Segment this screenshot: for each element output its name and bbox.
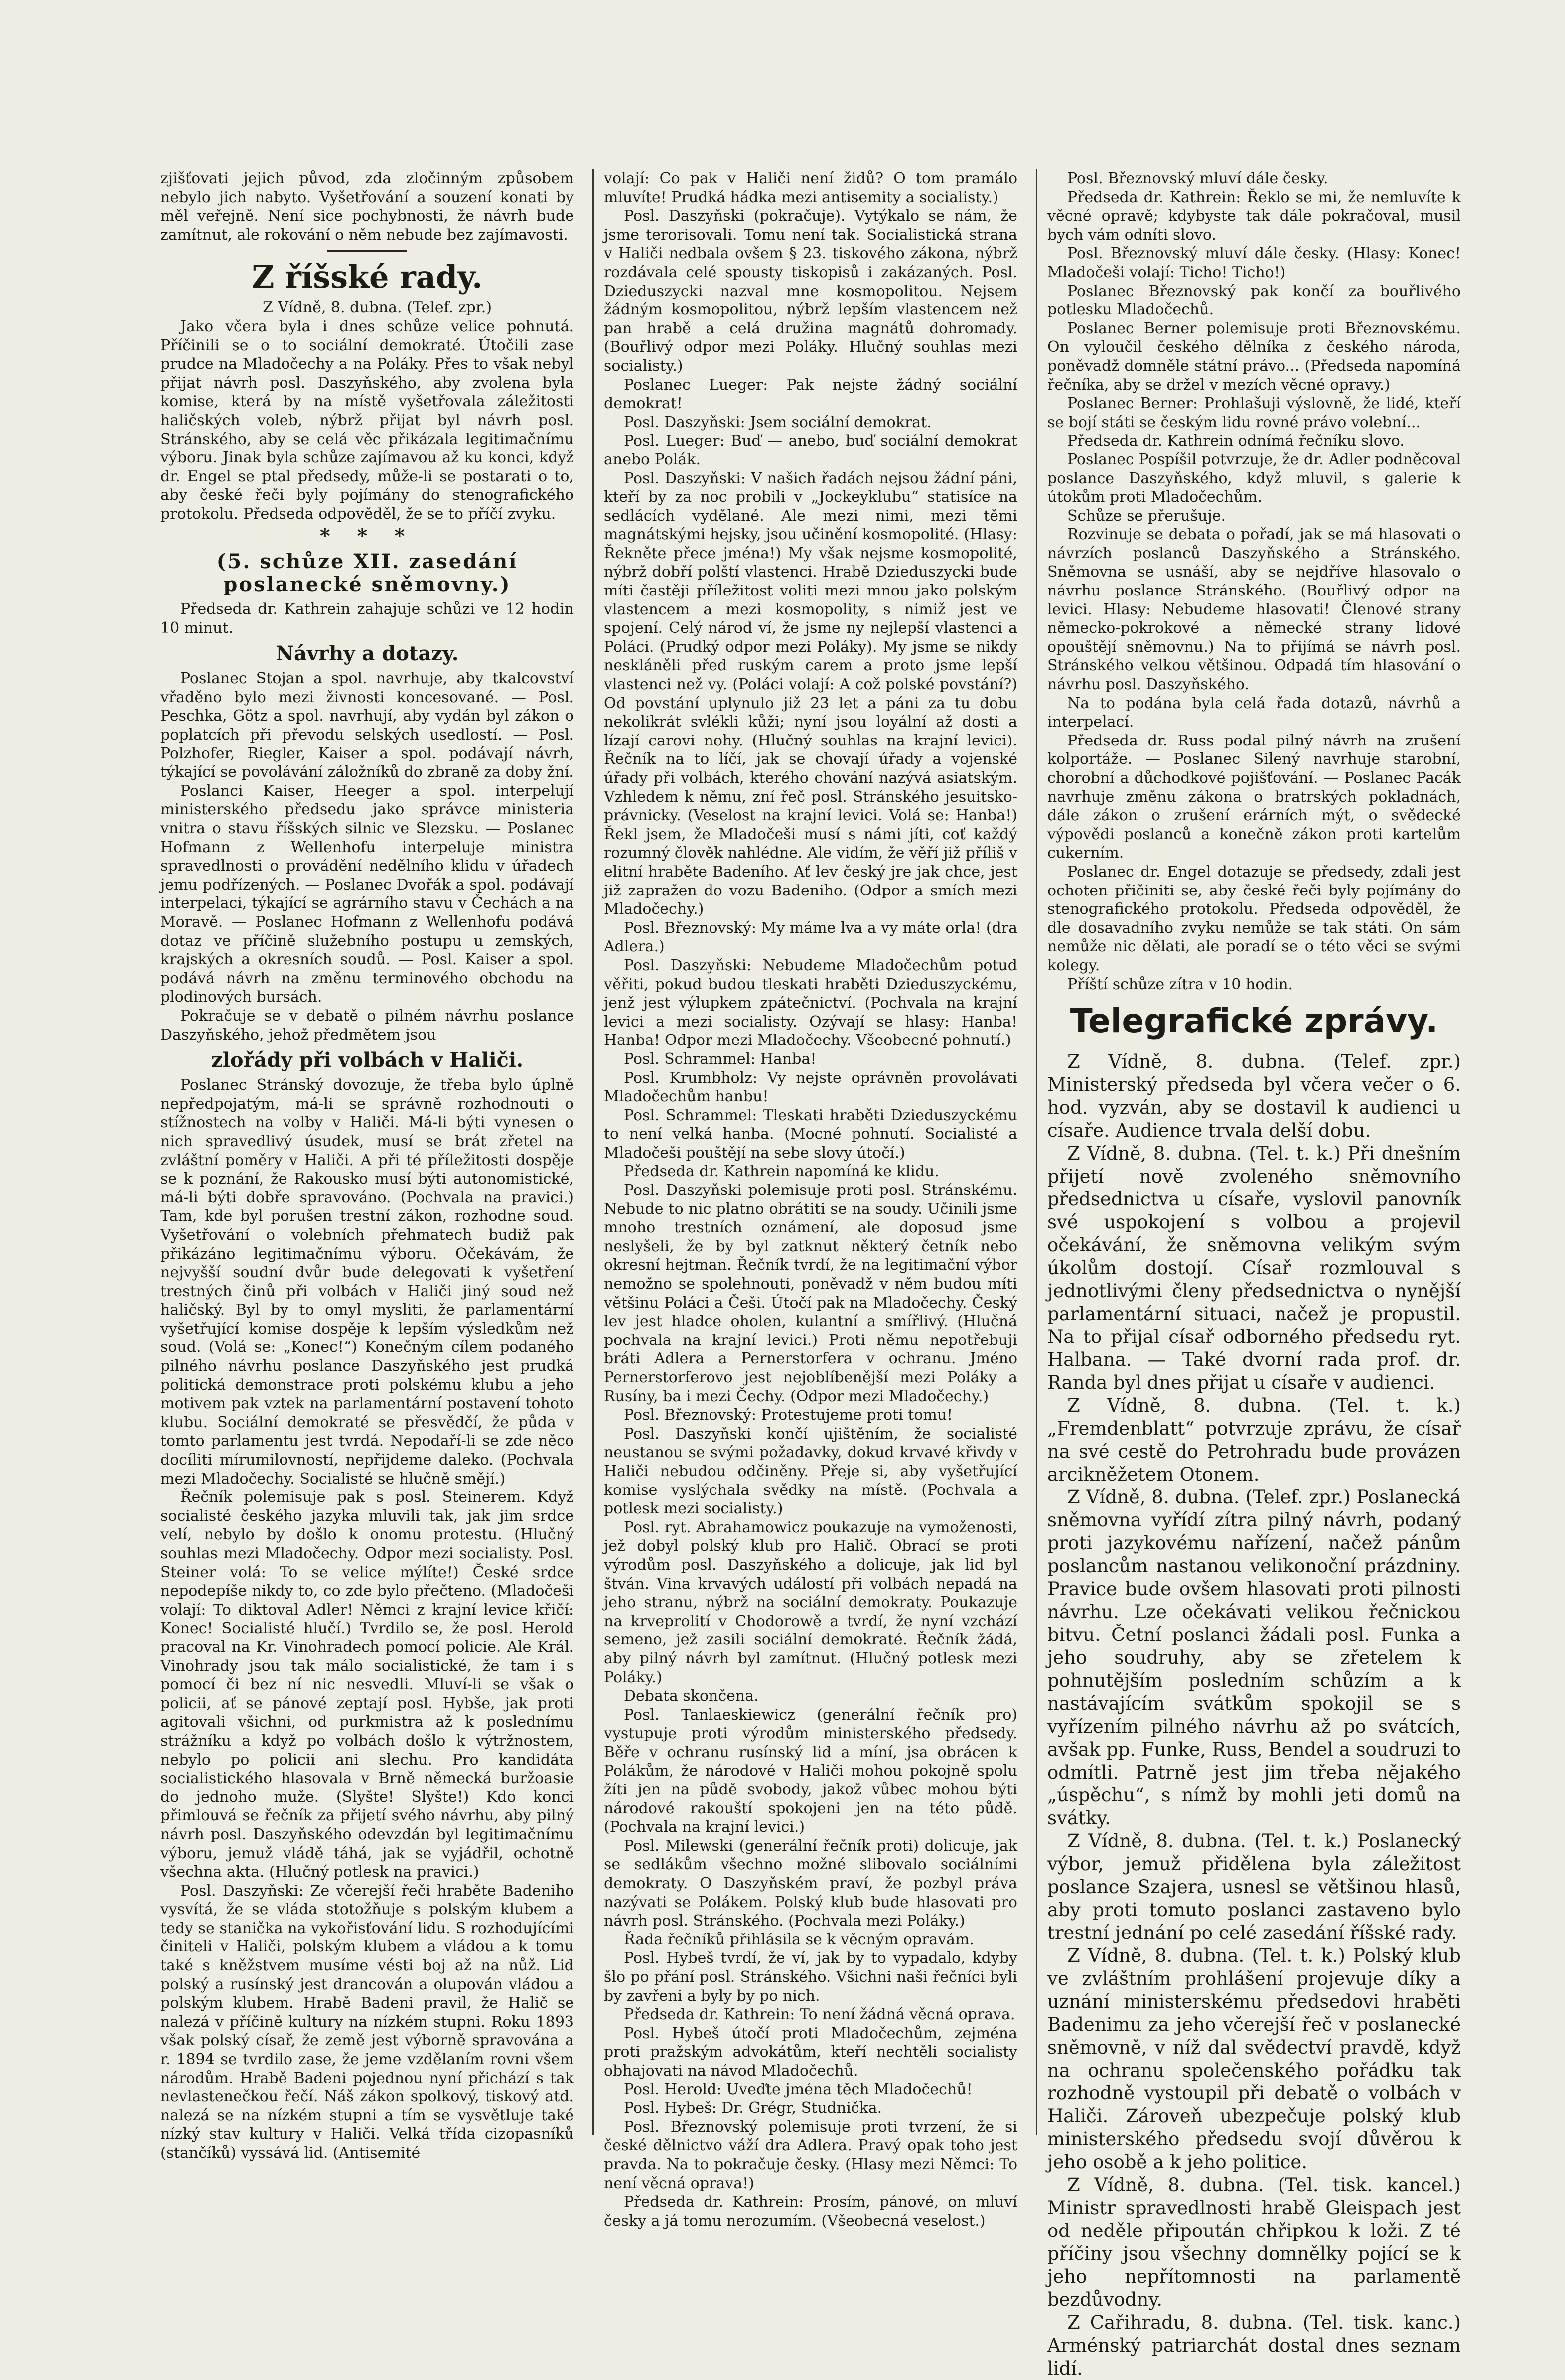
subheading: zlořády při volbách v Haliči. bbox=[211, 1048, 523, 1072]
paragraph: Řada řečníků přihlásila se k věcným opravám. bbox=[624, 1931, 975, 1948]
paragraph: Poslanec Lueger: Pak nejste žádný sociální demokrat! bbox=[604, 376, 1017, 413]
paragraph: Poslanec Berner: Prohlašuji výslovně, že lidé, kteří se bojí státi se českým lidu rovné právo volební... bbox=[1047, 395, 1461, 431]
paragraph: Posl. Březnovský: My máme lva a vy máte orla! (dra Adlera.) bbox=[604, 919, 1017, 956]
telegram: Z Vídně, 8. dubna. (Telef. zpr.) Ministerský předseda byl včera večer o 6. hod. vyzván, aby se dostavil k audienci u císaře. Audience trvala delší dobu. bbox=[1047, 1051, 1461, 1142]
article-tail: zjišťovati jejich původ, zda zločinným způsobem nebylo jich nabyto. Vyšetřování a souzení konati by měl veřejně. Není sice pochybnosti, že návrh bude zamítnut, ale rokování o něm nebude bez zajímavosti. bbox=[160, 170, 574, 244]
paragraph: Posl. Daszyňski: V našich řadách nejsou žádní páni, kteří by za noc probili v „Jockeyklubu“ statisíce na sedlácích vydělané. Ale mezi nimi, mezi těmi magnátskými hejsky, jsou učinění kosmopolité. (Hlasy: Řekněte přece jména!) My však nejsme kosmopolité, nýbrž dobří polští vlastenci. Hrabě Dzieduszycki bude míti častěji příležitost voliti mezi mnou jako polským vlastencem a mezi kosmopolity, s nimiž jest ve spojení. Celý národ ví, že jsme ny nejlepší vlastenci a Poláci. (Prudký odpor mezi Poláky). My jsme se nikdy neskláněli před ruským carem a proto jsme lepší vlastenci než vy. (Poláci volají: A což polské povstání?) Od povstání uplynulo již 23 let a páni za tu dobu nekolikrát svlékli kůži; nyní jsou loyální až dosti a lízají carovi nohy. (Hlučný souhlas na krajní levici). Řečník na to líčí, jak se chovají úřady a vojenské úřady při volbách, kterého chování nazývá asiatským. Vzhledem k němu, zní řeč posl. Stránského jesuitsko-právnicky. (Veselost na krajní levici. Volá se: Hanba!) Řekl jsem, že Mladočeši musí s námi jíti, coť každý rozumný člověk nahlédne. Ale vidím, že věří již příliš v elitní hraběte Badeního. Ať lev český jre jak chce, jest již zapražen do vozu Badeniho. (Odpor a smích mezi Mladočechy.) bbox=[604, 469, 1017, 918]
column-rule bbox=[592, 169, 594, 2135]
paragraph: Rozvinuje se debata o pořadí, jak se má hlasovati o návrzích poslanců Daszyňského a Stránského. Sněmovna se usnáší, aby se nejdříve hlasovalo o návrhu poslance Stránského. (Bouřlivý odpor na levici. Hlasy: Nebudeme hlasovati! Členové strany německo-pokrokové a německé strany lidové opouštějí sněmovnu.) Na to přijímá se návrh posl. Stránského velkou většinou. Odpadá tím hlasování o návrhu posl. Daszyňského. bbox=[1047, 526, 1461, 694]
paragraph: Posl. Tanlaeskiewicz (generální řečník pro) vystupuje proti výrodům ministerského předsedy. Běře v ochranu rusínský lid a míní, jsa obrácen k Polákům, že národové v Haliči mohou pokojně spolu žíti jen na půdě svobody, jakož vůbec mohou býti národové rakouští spokojeni jen na této půdě. (Pochvala na krajní levici.) bbox=[604, 1706, 1017, 1836]
telegram: Z Cařihradu, 8. dubna. (Tel. tisk. kanc.) Arménský patriarchát dostal dnes seznam lidí. bbox=[1047, 2312, 1461, 2380]
paragraph: Posl. Březnovský: Protestujeme proti tomu! bbox=[624, 1406, 953, 1424]
asterism: * * * bbox=[319, 524, 415, 548]
paragraph: Na to podána byla celá řada dotazů, návrhů a interpelací. bbox=[1047, 694, 1461, 731]
paragraph: Předseda dr. Russ podal pilný návrh na zrušení kolportáže. — Poslanec Silený navrhuje starobní, chorobní a důchodkové pojišťování. — Poslanec Pacák navrhuje změnu zákona o bratrských pokladnách, dále zákon o zrušení erárních mýt, o svědecké výpovědi poslanců a konečně zákon proti kartelům cukerním. bbox=[1047, 732, 1461, 862]
paragraph: Posl. Daszyňski polemisuje proti posl. Stránskému. Nebude to nic platno obrátiti se na soudy. Učinili jsme mnoho trestních oznámení, ale doposud jsme neslyšeli, že by byl zatknut některý četník nebo okresní hejtman. Řečník tvrdí, že na legitimační výbor nemožno se spolehnouti, poněvadž v něm budou míti většinu Poláci a Češi. Útočí pak na Mladočechy. Český lev jest hladce oholen, kulantní a smířlivý. (Hlučná pochvala na krajní levici.) Proti němu nepotřebuji bráti Adlera a Pernerstorfera v ochranu. Jméno Pernerstorferovo jest nejoblíbenější mezi Poláky a Rusíny, ba i mezi Čechy. (Odpor mezi Mladočechy.) bbox=[604, 1182, 1017, 1405]
paragraph: Posl. ryt. Abrahamowicz poukazuje na vymoženosti, jež dobyl polský klub pro Halič. Obrací se proti výrodům posl. Daszyňského a dolicuje, jak lid byl štván. Vina krvavých událostí při volbách nepadá na jeho stranu, nýbrž na sociální demokraty. Poukazuje na krveprolití v Chodorowě a tvrdí, že nyní vzchází semeno, jež zasili sociální demokraté. Řečník žádá, aby pilný návrh byl zamítnut. (Hlučný potlesk mezi Poláky.) bbox=[604, 1518, 1017, 1686]
section-heading: Z říšské rady. bbox=[252, 259, 483, 296]
paragraph: Předseda dr. Kathrein zahajuje schůzi ve 12 hodin 10 minut. bbox=[160, 600, 574, 637]
paragraph: Poslanec Berner polemisuje proti Březnovskému. On vyloučil českého dělníka z českého národa, poněvadž domněle státní právo... (Předseda napomíná řečníka, aby se držel v mezích věcné opravy.) bbox=[1047, 319, 1461, 394]
paragraph: Předseda dr. Kathrein napomíná ke klidu. bbox=[624, 1163, 939, 1181]
subheading: Návrhy a dotazy. bbox=[276, 642, 459, 666]
paragraph: Posl. Daszyňski: Nebudeme Mladočechům potud věřiti, pokud budou tleskati hraběti Dzieduszyckému, jenž jest výlupkem zpátečnictví. (Pochvala na krajní levici a mezi socialisty. Ozývají se hlasy: Hanba! Hanba! Odpor mezi Mladočechy. Všeobecné pohnutí.) bbox=[604, 956, 1017, 1049]
telegram: Z Vídně, 8. dubna. (Telef. zpr.) Poslanecká sněmovna vyřídí zítra pilný návrh, podaný proti jazykovému nařízení, načež pánům poslancům nastanou velikonoční prázdniny. Pravice bude ovšem hlasovati proti pilnosti návrhu. Lze očekávati velikou řečnickou bitvu. Četní poslanci žádali posl. Funka a jeho soudruhy, aby se zřetelem k pohnutějším posledním schůzím a k nastávajícím svátkům spokojil se s vyřízením pilného návrhu až po svátcích, avšak pp. Funke, Russ, Bendel a soudruzi to odmítli. Patrně jest jim třeba nějakého „úspěchu“, s nímž by mohli jeti domů na svátky. bbox=[1047, 1487, 1461, 1829]
paragraph: Posl. Březnovský mluví dále česky. (Hlasy: Konec! Mladočeši volají: Ticho! Ticho!) bbox=[1047, 245, 1461, 281]
paragraph: Poslanec Pospíšil potvrzuje, že dr. Adler podněcoval poslance Daszyňského, když mluvil, s galerie k útokům proti Mladočechům. bbox=[1047, 450, 1461, 506]
telegraph-heading: Telegrafické zprávy. bbox=[1070, 1002, 1438, 1041]
column-1 bbox=[160, 169, 574, 2162]
paragraph: Posl. Milewski (generální řečník proti) dolicuje, jak se sedlákům všechno možné slibovalo sociálními demokraty. O Daszyňském praví, že pozbyl práva nazývati se Polákem. Polský klub bude hlasovati pro návrh posl. Stránského. (Pochvala mezi Poláky.) bbox=[604, 1837, 1017, 1930]
paragraph: Posl. Schrammel: Tleskati hraběti Dzieduszyckému to není velká hanba. (Mocné pohnutí. Socialisté a Mladočeši pouštějí na sebe slovy útočí.) bbox=[604, 1106, 1017, 1162]
column-rule bbox=[1036, 169, 1037, 2135]
column-3 bbox=[1047, 169, 1461, 2380]
paragraph: Poslanci Kaiser, Heeger a spol. interpelují ministerského předsedu jako správce ministeria vnitra o stavu říšských silnic ve Slezsku. — Poslanec Hofmann z Wellenhofu interpeluje ministra spravedlnosti o provádění nedělního klidu v úřadech jemu podřízených. — Poslanec Dvořák a spol. podávají interpelaci, týkající se agrárního stavu v Čechách a na Moravě. — Poslanec Hofmann z Wellenhofu podává dotaz ve příčině služebního postupu u zemských, krajských a okresních soudů. — Posl. Kaiser a spol. podává návrh na změnu terminového obchodu na plodinových bursách. bbox=[160, 782, 574, 1006]
paragraph: Posl. Hybeš: Dr. Grégr, Studnička. bbox=[624, 2099, 882, 2117]
paragraph: Schůze se přerušuje. bbox=[1067, 507, 1226, 525]
paragraph: Poslanec Březnovský pak končí za bouřlivého potlesku Mladočechů. bbox=[1047, 282, 1461, 319]
column-2 bbox=[604, 169, 1017, 2230]
divider bbox=[327, 250, 407, 252]
paragraph: Posl. Lueger: Buď — anebo, buď sociální demokrat anebo Polák. bbox=[604, 432, 1017, 468]
paragraph: Předseda dr. Kathrein: To není žádná věcná oprava. bbox=[624, 2006, 1015, 2024]
paragraph: Posl. Březnovský polemisuje proti tvrzení, že si české dělnictvo váží dra Adlera. Pravý opak toho jest pravda. Na to pokračuje česky. (Hlasy mezi Němci: To není věcná oprava!) bbox=[604, 2118, 1017, 2192]
paragraph: Debata skončena. bbox=[624, 1687, 759, 1705]
dateline: Z Vídně, 8. dubna. (Telef. zpr.) bbox=[262, 299, 492, 317]
paragraph: Příští schůze zítra v 10 hodin. bbox=[1067, 975, 1293, 993]
paragraph: Posl. Daszyňski končí ujištěním, že socialisté neustanou se svými požadavky, dokud krvavé křivdy v Haliči nebudou odčiněny. Přeje si, aby vyšetřující komise vyslýchala svědky na místě. (Pochvala a potlesk mezi socialisty.) bbox=[604, 1425, 1017, 1518]
paragraph: volají: Co pak v Haliči není židů? O tom pramálo mluvíte! Prudká hádka mezi antisemity a socialisty.) bbox=[604, 170, 1017, 206]
telegram: Z Vídně, 8. dubna. (Tel. t. k.) Polský klub ve zvláštním prohlášení projevuje díky a uznání ministerskému předsedovi hraběti Badenimu za jeho včerejší řeč v poslanecké sněmovně, v níž dal svědectví pravdě, když na ochranu společenského pořádku tak rozhodně vystoupil při debatě o volbách v Haliči. Zároveň ubezpečuje polský klub ministerského předsedu svojí důvěrou k jeho osobě a k jeho politice. bbox=[1047, 1945, 1461, 2173]
paragraph: Posl. Daszyňski: Jsem sociální demokrat. bbox=[624, 413, 932, 431]
paragraph: Posl. Hybeš tvrdí, že ví, jak by to vypadalo, kdyby šlo po přání posl. Stránského. Všichni naši řečníci byli by zavřeni a byly by po nich. bbox=[604, 1949, 1017, 2005]
paragraph: Posl. Schrammel: Hanba! bbox=[624, 1050, 817, 1068]
paragraph: Jako včera byla i dnes schůze velice pohnutá. Příčinili se o to sociální demokraté. Útočili zase prudce na Mladočechy a na Poláky. Přes to však nebyl přijat návrh posl. Daszyňského, aby zvolena byla komise, která by na místě vyšetřovala záležitosti haličských voleb, nýbrž přijat byl návrh posl. Stránského, aby se celá věc přikázala legitimačnímu výboru. Jinak byla schůze zajímavou až ku konci, když dr. Engel se ptal předsedy, může-li se postarati o to, aby české řeči byly pojímány do stenografického protokolu. Předseda odpověděl, že se to příčí zvyku. bbox=[160, 317, 574, 523]
paragraph: Posl. Herold: Uveďte jména těch Mladočechů! bbox=[624, 2081, 973, 2098]
paragraph: Předseda dr. Kathrein: Řeklo se mi, že nemluvíte k věcné opravě; kdybyste tak dále pokračoval, musil bych vám odníti slovo. bbox=[1047, 188, 1461, 244]
paragraph: Předseda dr. Kathrein odnímá řečníku slovo. bbox=[1067, 432, 1405, 450]
paragraph: Poslanec Stránský dovozuje, že třeba bylo úplně nepředpojatým, má-li se správně rozhodnouti o stížnostech na volby v Haliči. Má-li býti vynesen o nich spravedlivý úsudek, musí se brát zřetel na zvláštní poměry v Haliči. A při té příležitosti dospěje se k poznání, že Rakousko musí býti autonomistické, má-li býti dobře spravováno. (Pochvala na pravici.) Tam, kde byl porušen trestní zákon, rozhodne soud. Vyšetřování o volebních přehmatech budiž pak přikázáno legitimačnímu výboru. Očekávám, že nejvyšší soudní dvůr bude delegovati k vyšetření trestných činů při volbách v Haliči jiný soud než haličský. Byl by to omyl mysliti, že parlamentární vyšetřující komise dospěje k lepším výsledkům než soud. (Volá se: „Konec!“) Konečným cílem podaného pilného návrhu poslance Daszyňského jest prudká politická demonstrace proti polskému klubu a jeho motivem pak vztek na parlamentární postavení tohoto klubu. Sociální demokraté se přesvědčí, že půda v tomto parlamentu jest tvrdá. Nepodaří-li se zde něco docíliti mírumilovností, nepřijdeme daleko. (Pochvala mezi Mladočechy. Socialisté se hlučně smějí.) bbox=[160, 1076, 574, 1488]
telegram: Z Vídně, 8. dubna. (Tel. tisk. kancel.) Ministr spravedlnosti hrabě Gleispach jest od neděle připoután chřipkou k loži. Z té příčiny jsou všechny domnělky pojící se k jeho nepřítomnosti na parlamentě bezdůvodny. bbox=[1047, 2174, 1461, 2311]
paragraph: Posl. Březnovský mluví dále česky. bbox=[1067, 170, 1328, 187]
paragraph: Posl. Daszyňski: Ze včerejší řeči hraběte Badeniho vysvítá, že se vláda stotožňuje s polským klubem a tedy se stanička na vykořisťování lidu. S rozhodujícími činiteli v Haliči, polským klubem a vládou a k tomu také s kněžstvem musíme vésti boj až na nůž. Lid polský a rusínský jest drancován a olupován vládou a polským klubem. Hrabě Badeni pravil, že Halič se nalezá v příčině kultury na nízkém stupni. Roku 1893 však polský císař, že země jest výborně spravována a r. 1894 se tvrdilo zase, že jeme vzdělaním rovni všem národům. Hrabě Badeni pojednou nyní přichází s tak nevlastenečkou řečí. Náš zákon spolkový, tiskový atd. nalezá se na nízkém stupni a tím se vysvětluje také nízký stav kultury v Haliči. Velká třída cizopasníků (stančíků) vyssává lid. (Antisemité bbox=[160, 1882, 574, 2162]
paragraph: Poslanec Stojan a spol. navrhuje, aby tkalcovství vřaděno bylo mezi živnosti koncesované. — Posl. Peschka, Götz a spol. navrhují, aby vydán byl zákon o poplatcích při převodu selských usedlostí. — Posl. Polzhofer, Riegler, Kaiser a spol. podávají návrh, týkající se povolávání záložníků do zbraně za doby žní. bbox=[160, 670, 574, 781]
telegram: Z Vídně, 8. dubna. (Tel. t. k.) Poslanecký výbor, jemuž přidělena byla záležitost poslance Szajera, usnesl se většinou hlasů, aby proti tomuto poslanci zastaveno bylo trestní jednání po celé zasedání říšské rady. bbox=[1047, 1830, 1461, 1944]
paragraph: Poslanec dr. Engel dotazuje se předsedy, zdali jest ochoten přičiniti se, aby české řeči byly pojímány do stenografického protokolu. Předseda odpověděl, že dle dosavadního zvyku nemůže se tak státi. On sám nemůže nic dělati, ale poradí se o této věci se svými kolegy. bbox=[1047, 863, 1461, 974]
paragraph: Posl. Krumbholz: Vy nejste oprávněn provolávati Mladočechům hanbu! bbox=[604, 1069, 1017, 1106]
telegram: Z Vídně, 8. dubna. (Tel. t. k.) Při dnešním přijetí nově zvoleného sněmovního předsednictva u císaře, vyslovil panovník své uspokojení s volbou a projevil očekávání, že sněmovna velikým svým úkolům dostojí. Císař rozmlouval s jednotlivými členy předsednictva o nynější parlamentární situaci, načež je propustil. Na to přijal císař odborného předsedu ryt. Halbana. — Také dvorní rada prof. dr. Randa byl dnes přijat u císaře v audienci. bbox=[1047, 1143, 1461, 1394]
paragraph: Posl. Daszyňski (pokračuje). Vytýkalo se nám, že jsme terorisovali. Tomu není tak. Socialistická strana v Haliči nedbala ovšem § 23. tiskového zákona, nýbrž rozdávala celé spousty tiskopisů i zakázaných. Posl. Dzieduszycki nazval mne kosmopolitou. Nejsem žádným kosmopolitou, nýbrž lepším vlastencem než pan hrabě a celá družina magnátů dohromady. (Bouřlivý odpor mezi Poláky. Hlučný souhlas mezi socialisty.) bbox=[604, 207, 1017, 375]
paragraph: Pokračuje se v debatě o pilném návrhu poslance Daszyňského, jehož předmětem jsou bbox=[160, 1007, 574, 1043]
telegram: Z Vídně, 8. dubna. (Tel. t. k.) „Fremdenblatt“ potvrzuje zprávu, že císař na své cestě do Petrohradu bude provázen arcikněžetem Otonem. bbox=[1047, 1395, 1461, 1486]
paragraph: Předseda dr. Kathrein: Prosím, pánové, on mluví česky a já tomu nerozumím. (Všeobecná veselost.) bbox=[604, 2193, 1017, 2230]
session-heading: (5. schůze XII. zasedání poslanecké sněmovny.) bbox=[216, 550, 518, 596]
paragraph: Řečník polemisuje pak s posl. Steinerem. Když socialisté českého jazyka mluvili tak, jak jim srdce velí, nebylo by došlo k onomu protestu. (Hlučný souhlas mezi Mladočechy. Odpor mezi socialisty. Posl. Steiner volá: To se velice mýlíte!) České srdce nepodepíše nikdy to, co zde bylo přečteno. (Mladočeši volají: To diktoval Adler! Němci z krajní levice křičí: Konec! Socialisté hlučí.) Tvrdilo se, že posl. Herold pracoval na Kr. Vinohradech pomocí policie. Ale Král. Vinohrady jsou tak málo socialistické, že tam i s pomocí či bez ní nic nesvedli. Mluví-li se však o policii, ať se pánové zeptají posl. Hybše, jak proti agitovali všichni, od purkmistra až k poslednímu strážníku a když po volbách došlo k výtržnostem, nebylo po policii ani slechu. Pro kandidáta socialistického hlasovala v Brně německá buržoasie do jednoho muže. (Slyšte! Slyšte!) Kdo konci přimlouvá se řečník za přijetí svého návrhu, aby pilný návrh posl. Daszyňského odevzdán byl legitimačnímu výboru, jemuž vládě táhá, jak se vyjádřil, ochotně všechna akta. (Hlučný potlesk na pravici.) bbox=[160, 1488, 574, 1881]
paragraph: Posl. Hybeš útočí proti Mladočechům, zejména proti pražským advokátům, kteří nechtěli socialisty obhajovati na návod Mladočechů. bbox=[604, 2024, 1017, 2080]
